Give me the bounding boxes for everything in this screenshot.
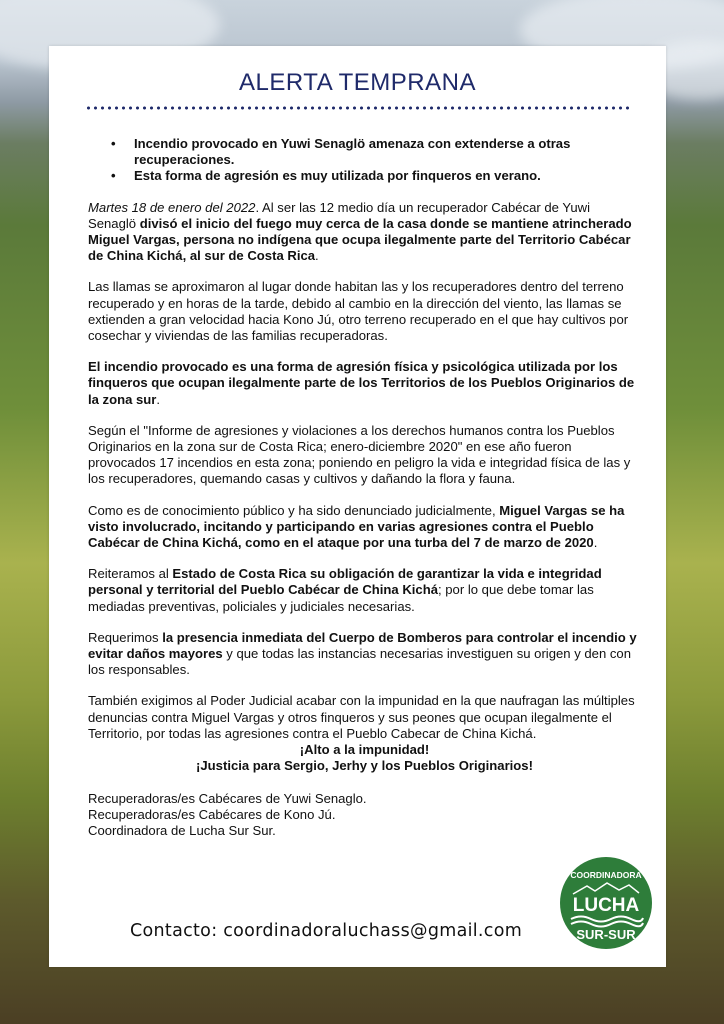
slogan-impunity: ¡Alto a la impunidad! [299, 742, 430, 758]
document-body [88, 136, 641, 840]
svg-text:SUR-SUR: SUR-SUR [576, 927, 636, 942]
signatures [88, 791, 641, 840]
page-title: ALERTA TEMPRANA [239, 69, 476, 96]
date-text: Martes 18 de enero del 2022 [88, 199, 256, 215]
paragraph-vargas: Como es de conocimiento público y ha sido denunciado judicialmente, Miguel Vargas se ha visto involucrado, incitando y participando en varias agresiones contra el Pueblo Cabécar de China Kichá, como en el ataque por una turba del 7 de marzo de 2020. [88, 502, 625, 551]
dotted-divider [85, 106, 630, 110]
paragraph-intro: Martes 18 de enero del 2022. Al ser las 12 medio día un recuperador Cabécar de Yuwi Senaglö divisó el inicio del fuego muy cerca de la casa donde se mantiene atrincherado Miguel Vargas, persona no indígena que ocupa ilegalmente parte del Territorio Cabécar de China Kichá, al sur de Costa Rica. [88, 199, 632, 264]
svg-text:COORDINADORA: COORDINADORA [570, 870, 642, 880]
paragraph-aggression: El incendio provocado es una forma de agresión física y psicológica utilizada por los finqueros que ocupan ilegalmente parte de los Territorios de los Pueblos Originarios de la zona sur. [88, 359, 635, 407]
coordinadora-logo [559, 856, 653, 950]
paragraph-report: Según el "Informe de agresiones y violaciones a los derechos humanos contra los Pueblos Originarios en la zona sur de Costa Rica; enero-diciembre 2020" en ese año fueron provocados 17 incendios en esta zona; poniendo en peligro la vida e integridad física de las y los recuperadores, quemando casas y cultivos y dañando la flora y fauna. [88, 422, 631, 487]
key-points-list [88, 136, 641, 185]
slogan-justice: ¡Justicia para Sergio, Jerhy y los Pueblos Originarios! [196, 758, 533, 774]
svg-text:LUCHA: LUCHA [572, 895, 640, 916]
paragraph-firefighters: Requerimos la presencia inmediata del Cuerpo de Bomberos para controlar el incendio y evitar daños mayores y que todas las instancias necesarias investiguen su origen y den con los responsables. [88, 629, 637, 678]
paragraph-judicial: También exigimos al Poder Judicial acabar con la impunidad en la que naufragan las múltiples denuncias contra Miguel Vargas y otros finqueros y sus peones que ocupan ilegalmente el Territorio, por todas las agresiones contra el Pueblo Cabecar de China Kichá. [88, 693, 635, 741]
alert-document [49, 46, 666, 967]
paragraph-flames: Las llamas se aproximaron al lugar donde habitan las y los recuperadores dentro del terreno recuperado y en horas de la tarde, debido al cambio en la dirección del viento, las llamas se extienden a gran velocidad hacia Kono Jú, otro terreno recuperado en el que hay cultivos por cosechar y viviendas de las familias recuperadoras. [88, 279, 629, 344]
list-item: • Esta forma de agresión es muy utilizada por finqueros en verano. [111, 168, 541, 184]
signature-line: Recuperadoras/es Cabécares de Yuwi Senaglo. [88, 790, 367, 806]
signature-line: Coordinadora de Lucha Sur Sur. [88, 823, 276, 839]
contact-email: Contacto: coordinadoraluchass@gmail.com [130, 921, 523, 941]
signature-line: Recuperadoras/es Cabécares de Kono Jú. [88, 806, 336, 822]
paragraph-state: Reiteramos al Estado de Costa Rica su obligación de garantizar la vida e integridad personal y territorial del Pueblo Cabécar de China Kichá; por lo que debe tomar las mediadas preventivas, policiales y judiciales necesarias. [88, 566, 602, 614]
list-item: • Incendio provocado en Yuwi Senaglö amenaza con extenderse a otras recuperaciones. [111, 136, 571, 168]
